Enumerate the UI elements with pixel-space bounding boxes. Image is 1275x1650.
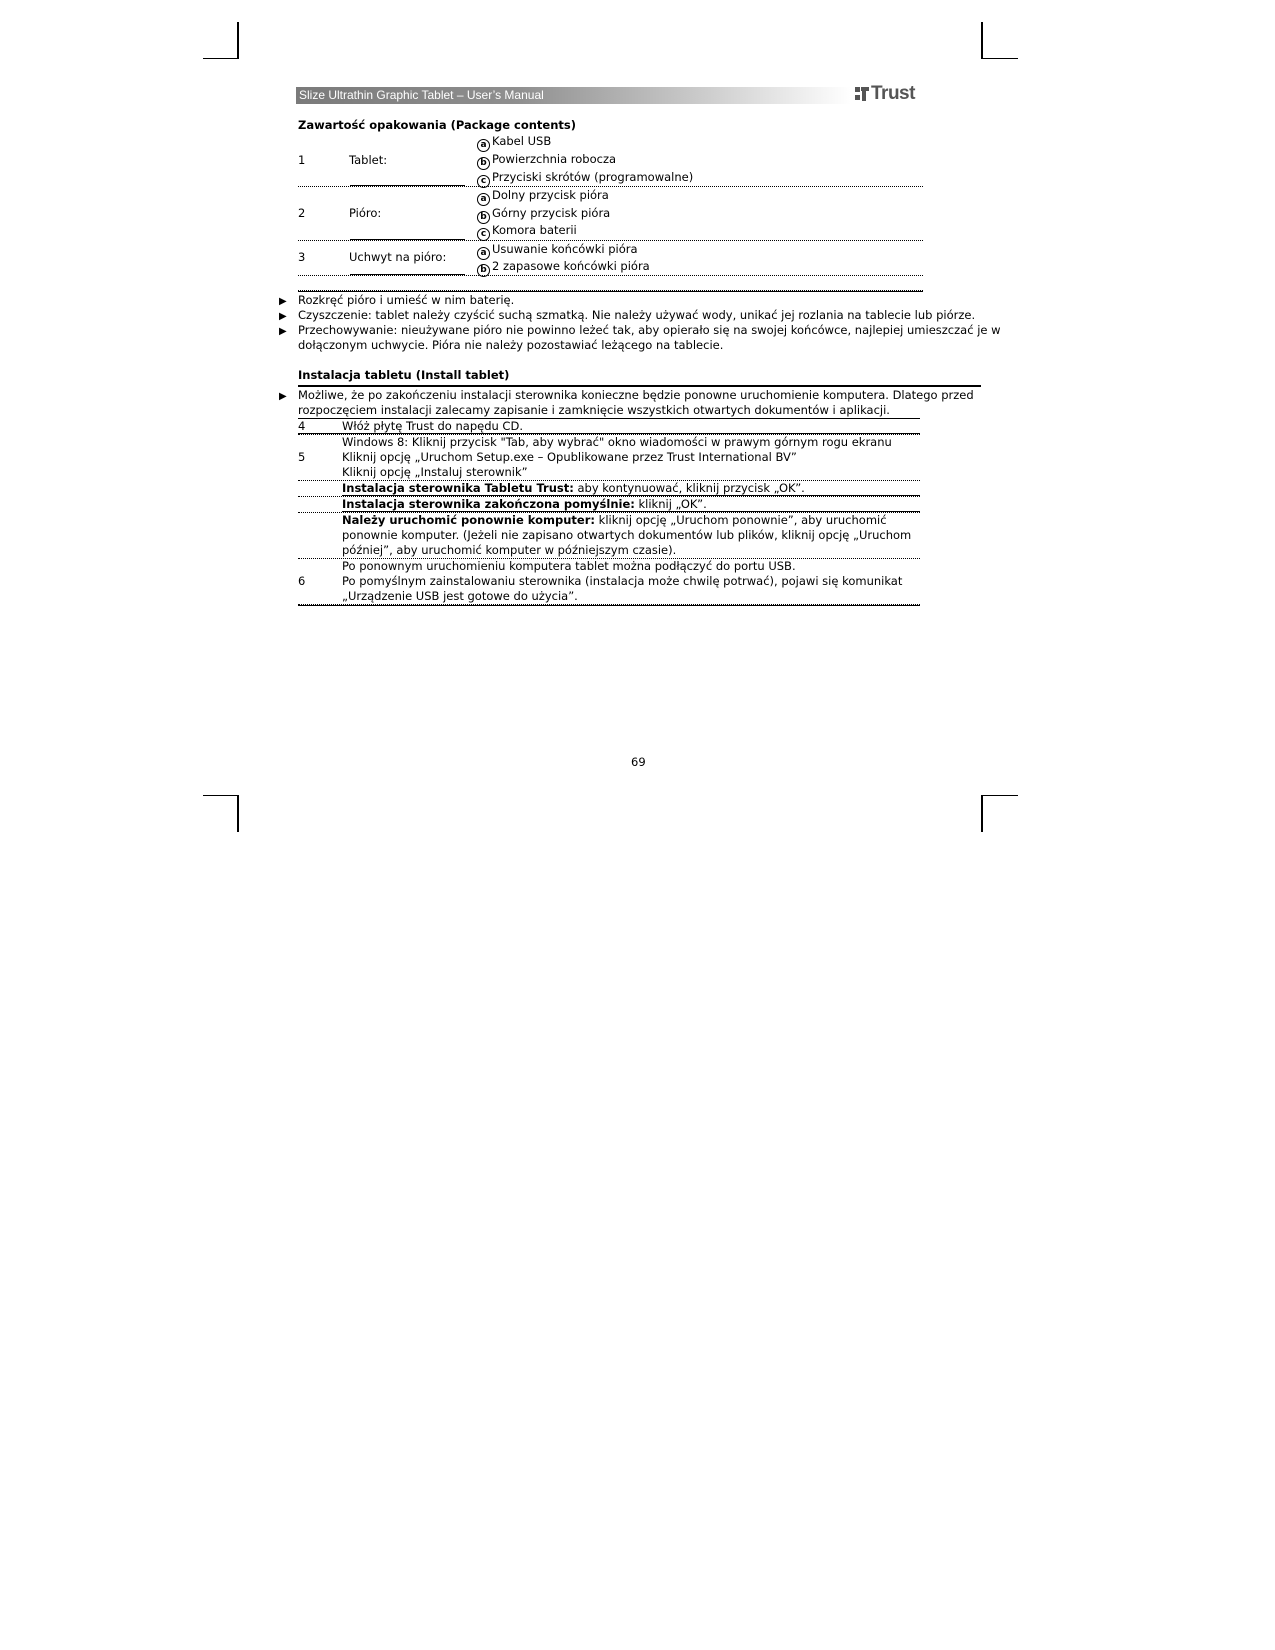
list-item: a Dolny przycisk pióra [477, 188, 609, 206]
divider [298, 240, 923, 241]
step-text: Po ponownym uruchomieniu komputera tablet można podłączyć do portu USB. [342, 559, 796, 573]
letter-a-icon: a [477, 247, 490, 260]
letter-c-icon: c [477, 228, 490, 241]
note-text: Rozkręć pióro i umieść w nim baterię. [298, 293, 515, 307]
crop-mark [203, 795, 239, 796]
step-text: Po pomyślnym zainstalowaniu sterownika (instalacja może chwilę potrwać), pojawi się komunikat [342, 574, 903, 588]
row-number: 1 [298, 153, 306, 167]
row-number: 3 [298, 250, 306, 264]
letter-a-icon: a [477, 193, 490, 206]
letter-c-icon: c [477, 175, 490, 188]
crop-mark [981, 22, 983, 59]
letter-b-icon: b [477, 211, 490, 224]
divider [298, 433, 920, 434]
bullet-arrow-icon: ▶ [279, 311, 287, 322]
divider [298, 605, 920, 606]
step-text: później”, aby uruchomić komputer w późniejszym czasie). [342, 543, 677, 557]
crop-mark [981, 795, 1018, 796]
divider [350, 274, 465, 275]
letter-b-icon: b [477, 157, 490, 170]
step-number: 5 [298, 450, 306, 464]
step-text: „Urządzenie USB jest gotowe do użycia”. [342, 589, 578, 603]
row-label: Uchwyt na pióro: [349, 250, 447, 264]
list-item: a Kabel USB [477, 134, 551, 152]
heading-rule [298, 385, 981, 387]
letter-b-icon: b [477, 264, 490, 277]
note-text: Przechowywanie: nieużywane pióro nie powinno leżeć tak, aby opierało się na swojej końcówce, najlepiej umieszczać je w [298, 323, 1001, 337]
trust-logo [855, 82, 915, 106]
list-item: a Usuwanie końcówki pióra [477, 242, 638, 260]
step-text: Instalacja sterownika zakończona pomyślnie: kliknij „OK”. [342, 497, 707, 511]
crop-mark [237, 22, 239, 59]
row-label: Pióro: [349, 206, 382, 220]
crop-mark [981, 795, 983, 832]
step-text: ponownie komputer. (Jeżeli nie zapisano otwartych dokumentów lub plików, kliknij opcję „Uruchom [342, 528, 912, 542]
divider [350, 239, 465, 240]
divider [342, 511, 920, 512]
list-item: b Powierzchnia robocza [477, 152, 616, 170]
divider [298, 275, 923, 276]
logo-text: Trust [871, 83, 915, 104]
install-heading: Instalacja tabletu (Install tablet) [298, 368, 510, 382]
note-text: dołączonym uchwycie. Pióra nie należy pozostawiać leżącego na tablecie. [298, 338, 724, 352]
header-bar [296, 87, 851, 104]
list-item: b 2 zapasowe końcówki pióra [477, 259, 650, 277]
row-label: Tablet: [349, 153, 388, 167]
step-number: 6 [298, 574, 306, 588]
step-text: Włóż płytę Trust do napędu CD. [342, 419, 523, 433]
page-number: 69 [631, 755, 646, 769]
install-intro: rozpoczęciem instalacji zalecamy zapisanie i zamknięcie wszystkich otwartych dokumentów i aplikacji. [298, 403, 890, 417]
package-heading: Zawartość opakowania (Package contents) [298, 118, 577, 132]
step-number: 4 [298, 419, 306, 433]
list-item: b Górny przycisk pióra [477, 206, 610, 224]
divider [342, 495, 920, 496]
note-text: Czyszczenie: tablet należy czyścić suchą szmatką. Nie należy używać wody, unikać jej rozlania na tablecie lub piórze. [298, 308, 976, 322]
bullet-arrow-icon: ▶ [279, 296, 287, 307]
bullet-arrow-icon: ▶ [279, 326, 287, 337]
step-text: Instalacja sterownika Tabletu Trust: aby kontynuować, kliknij przycisk „OK”. [342, 481, 805, 495]
list-item: c Komora baterii [477, 223, 577, 241]
divider [298, 291, 923, 292]
step-text: Kliknij opcję „Uruchom Setup.exe – Opublikowane przez Trust International BV” [342, 450, 797, 464]
row-number: 2 [298, 206, 306, 220]
crop-mark [237, 795, 239, 832]
list-item: c Przyciski skrótów (programowalne) [477, 170, 693, 188]
divider [298, 186, 923, 187]
header-title: Slize Ultrathin Graphic Tablet – User’s Manual [299, 88, 544, 102]
step-text: Windows 8: Kliknij przycisk "Tab, aby wybrać" okno wiadomości w prawym górnym rogu ekranu [342, 435, 892, 449]
crop-mark [203, 58, 239, 59]
install-intro: Możliwe, że po zakończeniu instalacji sterownika konieczne będzie ponowne uruchomienie komputera. Dlatego przed [298, 388, 974, 402]
bullet-arrow-icon: ▶ [279, 391, 287, 402]
step-text: Należy uruchomić ponownie komputer: kliknij opcję „Uruchom ponownie”, aby uruchomić [342, 513, 887, 527]
letter-a-icon: a [477, 139, 490, 152]
crop-mark [981, 58, 1018, 59]
trust-logo-icon [855, 86, 869, 102]
divider [350, 185, 465, 186]
step-text: Kliknij opcję „Instaluj sterownik” [342, 465, 528, 479]
